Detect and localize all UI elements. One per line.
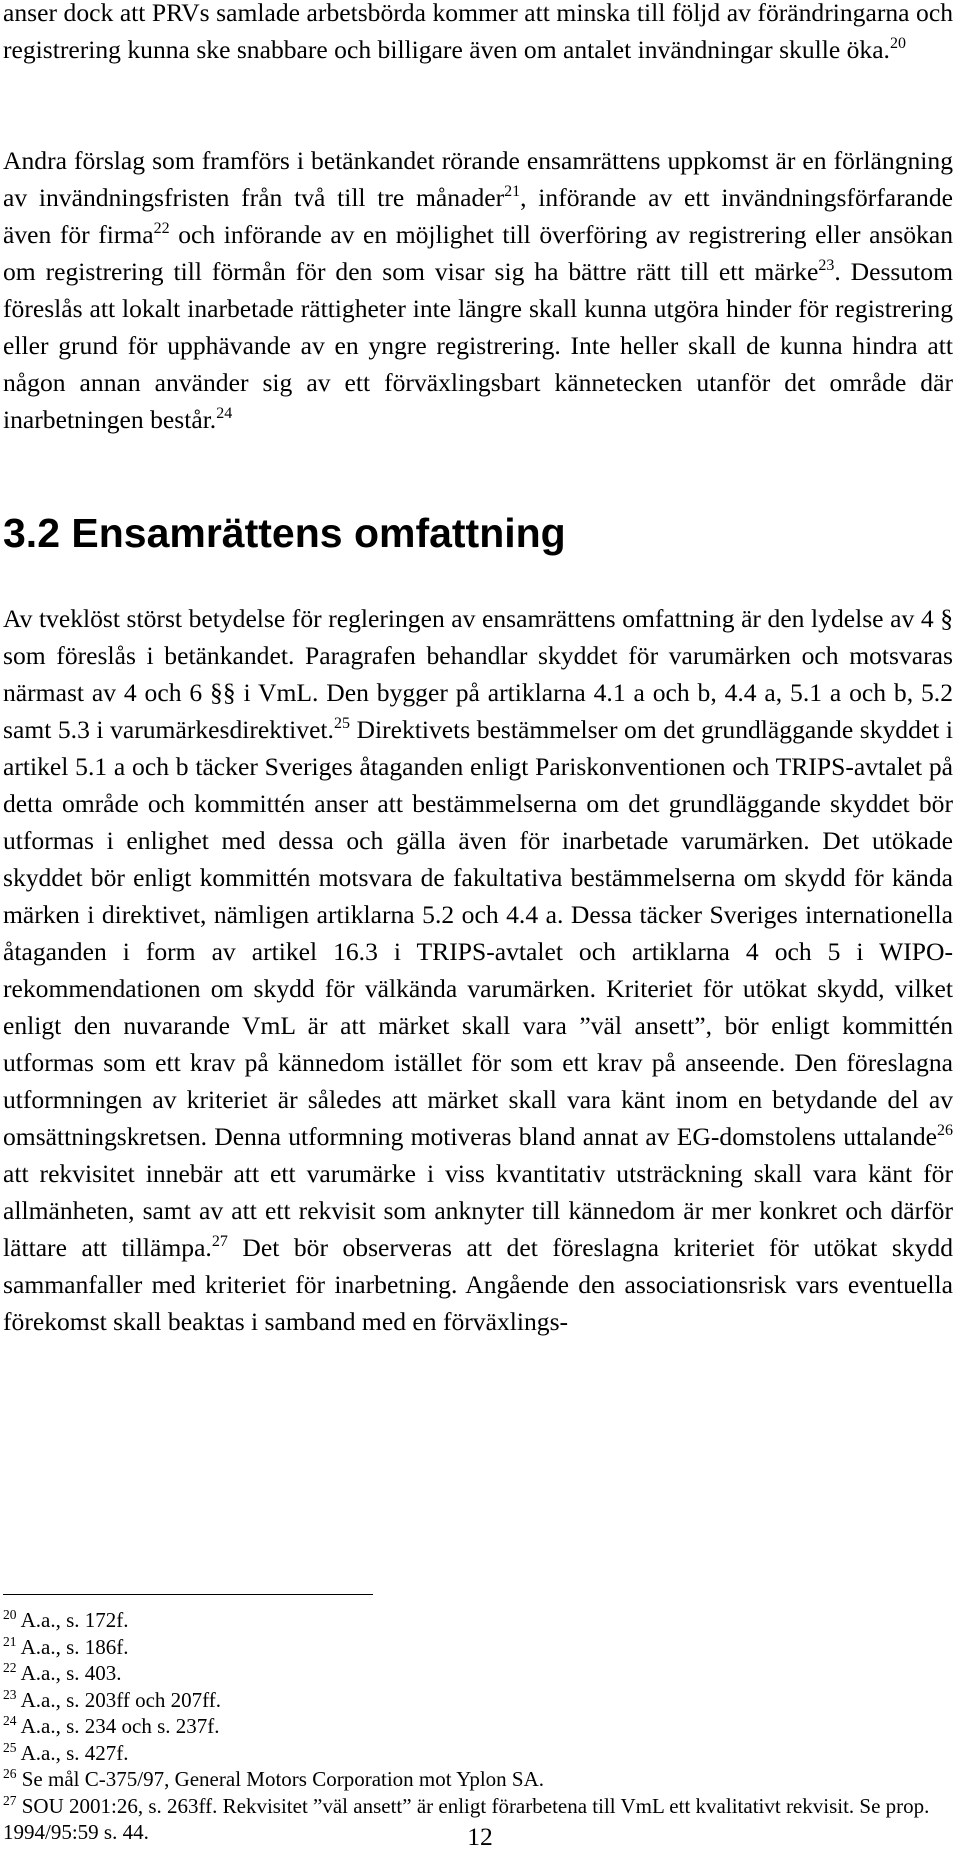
footnote-number: 20 (3, 1607, 17, 1622)
footnote-reference: 22 (153, 220, 170, 237)
footnote-number: 24 (3, 1713, 17, 1728)
footnote-text: A.a., s. 234 och s. 237f. (16, 1714, 220, 1738)
footnote-reference: 26 (937, 1122, 953, 1139)
footnote-text: A.a., s. 403. (16, 1661, 122, 1685)
paragraph-text-run: att rekvisitet innebär att ett varumärke i viss kvantitativ utsträckning skall vara känt för allmänheten, samt av att ett rekvisit som anknyter till kännedom är mer konkret och därför lättare att tillämpa. (3, 1159, 953, 1262)
paragraph-text-run: och införande av en möjlighet till överföring av registrering eller ansökan om registrering till förmån för den som visar sig ha bättre rätt till ett märke (3, 220, 953, 286)
paragraph-other-proposals (3, 142, 953, 438)
footnote-reference: 25 (333, 715, 350, 732)
paragraph-text-run: Andra förslag som framförs i betänkandet rörande ensamrättens uppkomst är en förlängning av invändningsfristen från två till tre månader (3, 146, 953, 212)
footnote-number: 27 (3, 1792, 17, 1808)
footnote-text: A.a., s. 172f. (16, 1608, 129, 1632)
paragraph-text-run: anser dock att PRVs samlade arbetsbörda kommer att minska till följd av förändringarna och registrering kunna ske snabbare och billigare även om antalet invändningar skulle öka. (3, 0, 953, 64)
paragraph-prv-workload (3, 0, 953, 68)
paragraph-text-run: . Dessutom föreslås att lokalt inarbetade rättigheter inte längre skall kunna utgöra hinder för registrering eller grund för upphävande av en yngre registrering. Inte heller skall de kunna hindra att någon annan använder sig av ett förväxlingsbart kännetecken utanför det område där inarbetningen består. (3, 257, 953, 434)
footnote-number: 26 (3, 1766, 17, 1781)
paragraph-text-run: Direktivets bestämmelser om det grundläggande skyddet i artikel 5.1 a och b täcker Sveriges åtaganden enligt Pariskonventionen och TRIPS-avtalet på detta område och kommittén anser att bestämmelserna om det grundläggande skyddet bör utformas i enlighet med dessa och gälla även för inarbetade varumärken. Det utökade skyddet bör enligt kommittén motsvara de fakultativa bestämmelserna om skydd för kända märken i direktivet, nämligen artiklarna 5.2 och 4.4 a. Dessa täcker Sveriges internationella åtaganden i form av artikel 16.3 i TRIPS-avtalet och artiklarna 4 och 5 i WIPO-rekommendationen om skydd för välkända varumärken. Kriteriet för utökat skydd, vilket enligt den nuvarande VmL är att märket skall vara ”väl ansett”, bör enligt kommittén utformas som ett krav på kännedom istället för som ett krav på anseende. Den föreslagna utformningen av kriteriet är således att märket skall vara känt inom en betydande del av omsättningskretsen. Denna utformning motiveras bland annat av EG-domstolens uttalande (3, 715, 954, 1151)
footnote-reference: 23 (818, 257, 835, 274)
footnote-number: 22 (3, 1660, 17, 1675)
page-number: 12 (467, 1822, 493, 1851)
footnote-item (3, 1740, 953, 1767)
footnote-item (3, 1713, 953, 1740)
footnote-item (3, 1660, 953, 1687)
paragraph-scope-of-rights (3, 600, 953, 1340)
footnote-text: SOU 2001:26, s. 263ff. Rekvisitet ”väl ansett” är enligt förarbetena till VmL ett kvalitativt rekvisit. Se prop. 1994/95:59 s. 44. (3, 1793, 930, 1844)
footnote-text: A.a., s. 203ff och 207ff. (16, 1687, 222, 1712)
section-heading: 3.2 Ensamrättens omfattning (3, 510, 566, 556)
paragraph-text-run: Av tveklöst störst betydelse för regleringen av ensamrättens omfattning är den lydelse av 4 § som föreslås i betänkandet. Paragrafen behandlar skyddet för varumärken och motsvaras närmast av 4 och 6 §§ i VmL. Den bygger på artiklarna 4.1 a och b, 4.4 a, 5.1 a och b, 5.2 samt 5.3 i varumärkesdirektivet. (3, 604, 953, 744)
footnote-reference: 20 (889, 35, 906, 52)
footnote-text: A.a., s. 186f. (16, 1634, 129, 1659)
footnote-number: 25 (3, 1739, 17, 1755)
footnote-reference: 27 (211, 1233, 228, 1250)
footnote-reference: 21 (504, 183, 521, 200)
footnote-item (3, 1607, 953, 1634)
footnote-separator (3, 1594, 373, 1595)
paragraph-text-run: Det bör observeras att det föreslagna kriteriet för utökat skydd sammanfaller med kriteriet för inarbetning. Angående den associationsrisk vars eventuella förekomst skall beaktas i samband med en förväxlings- (3, 1233, 953, 1336)
footnote-text: Se mål C-375/97, General Motors Corporation mot Yplon SA. (16, 1767, 544, 1791)
footnote-item (3, 1687, 953, 1714)
footnote-number: 21 (3, 1633, 17, 1649)
footnote-list (3, 1607, 953, 1846)
footnote-item (3, 1766, 953, 1793)
footnote-text: A.a., s. 427f. (16, 1740, 129, 1765)
paragraph-text-run: , införande av ett invändningsförfarande även för firma (3, 183, 953, 249)
footnote-number: 23 (3, 1686, 17, 1702)
footnote-item (3, 1634, 953, 1661)
footnote-reference: 24 (216, 405, 233, 422)
